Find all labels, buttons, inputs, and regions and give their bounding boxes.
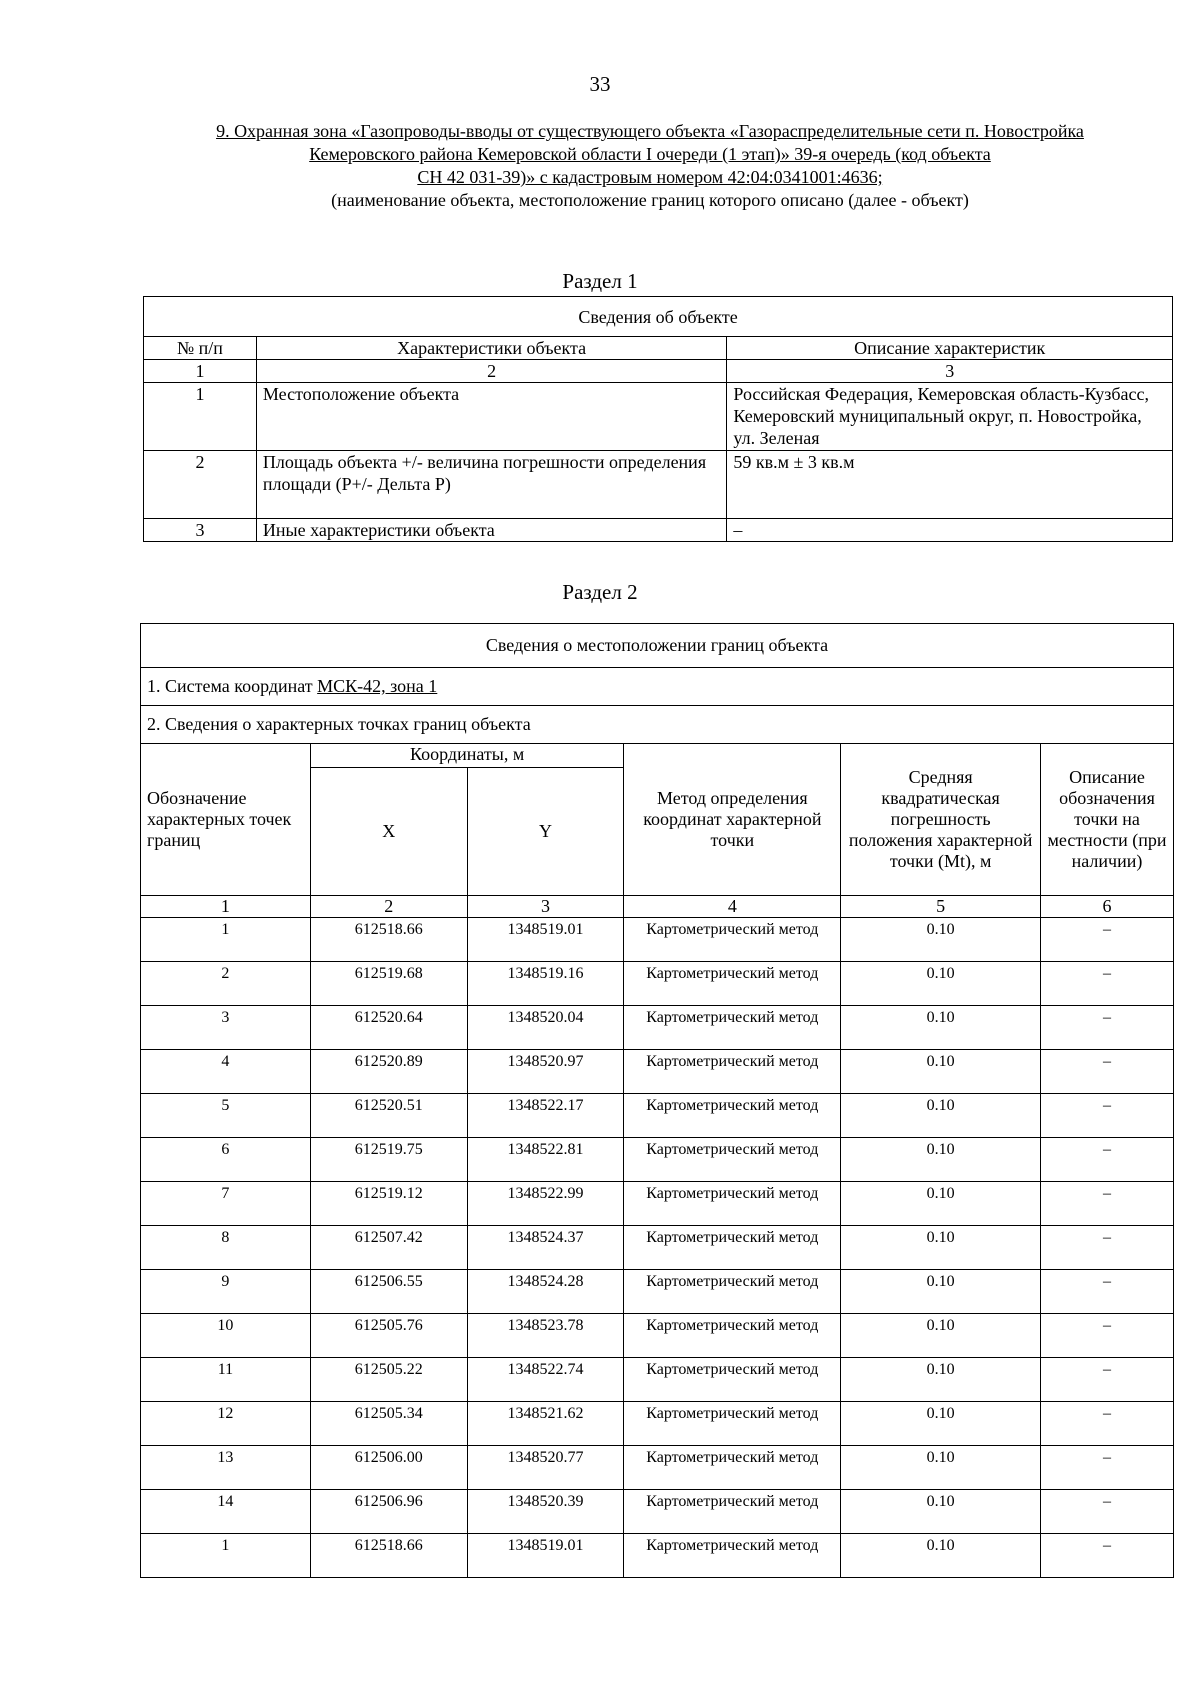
- row-number: 1: [144, 383, 257, 451]
- description-cell: –: [1041, 1182, 1174, 1226]
- characteristic-name: Площадь объекта +/- величина погрешности определения площади (Р+/- Дельта Р): [256, 451, 727, 519]
- method-cell: Картометрический метод: [624, 1094, 841, 1138]
- description-cell: –: [1041, 1270, 1174, 1314]
- header-x: X: [310, 768, 467, 896]
- column-number: 1: [141, 896, 311, 918]
- table-title: Сведения о местоположении границ объекта: [141, 624, 1174, 668]
- coordinate-x: 612505.34: [310, 1402, 467, 1446]
- point-number: 1: [141, 1534, 311, 1578]
- error-cell: 0.10: [841, 1446, 1041, 1490]
- column-number: 4: [624, 896, 841, 918]
- table-row: [141, 1270, 1174, 1314]
- table-row: [141, 1314, 1174, 1358]
- description-cell: –: [1041, 1226, 1174, 1270]
- method-cell: Картометрический метод: [624, 962, 841, 1006]
- coordinate-x: 612519.68: [310, 962, 467, 1006]
- characteristic-value: Российская Федерация, Кемеровская область-Кузбасс, Кемеровский муниципальный округ, п. Новостройка, ул. Зеленая: [727, 383, 1173, 451]
- heading-line: Кемеровского района Кемеровской области I очереди (1 этап)» 39-я очередь (код объекта: [309, 144, 991, 164]
- heading-line: СН 42 031-39)» с кадастровым номером 42:04:0341001:4636;: [417, 167, 883, 187]
- coordinate-system-label: 1. Система координат: [147, 676, 318, 696]
- heading-line: 9. Охранная зона «Газопроводы-вводы от существующего объекта «Газораспределительные сети п. Новостройка: [216, 121, 1084, 141]
- error-cell: 0.10: [841, 962, 1041, 1006]
- document-heading: [150, 120, 1150, 212]
- point-number: 1: [141, 918, 311, 962]
- coordinate-y: 1348522.17: [467, 1094, 624, 1138]
- point-number: 12: [141, 1402, 311, 1446]
- error-cell: 0.10: [841, 1270, 1041, 1314]
- coordinate-y: 1348520.39: [467, 1490, 624, 1534]
- coordinate-y: 1348520.97: [467, 1050, 624, 1094]
- description-cell: –: [1041, 1534, 1174, 1578]
- column-number: 3: [467, 896, 624, 918]
- table-row: [141, 1402, 1174, 1446]
- column-number: 6: [1041, 896, 1174, 918]
- error-cell: 0.10: [841, 1490, 1041, 1534]
- error-cell: 0.10: [841, 1402, 1041, 1446]
- error-cell: 0.10: [841, 1094, 1041, 1138]
- description-cell: –: [1041, 1006, 1174, 1050]
- header-method: Метод определения координат характерной точки: [624, 744, 841, 896]
- boundary-points-table: [140, 623, 1174, 1578]
- table-row: [141, 1006, 1174, 1050]
- point-number: 9: [141, 1270, 311, 1314]
- description-cell: –: [1041, 1490, 1174, 1534]
- error-cell: 0.10: [841, 1358, 1041, 1402]
- coordinate-y: 1348524.37: [467, 1226, 624, 1270]
- coordinate-x: 612518.66: [310, 1534, 467, 1578]
- method-cell: Картометрический метод: [624, 1402, 841, 1446]
- characteristic-value: 59 кв.м ± 3 кв.м: [727, 451, 1173, 519]
- description-cell: –: [1041, 1402, 1174, 1446]
- point-number: 10: [141, 1314, 311, 1358]
- coordinate-y: 1348522.99: [467, 1182, 624, 1226]
- method-cell: Картометрический метод: [624, 1270, 841, 1314]
- error-cell: 0.10: [841, 1534, 1041, 1578]
- description-cell: –: [1041, 1138, 1174, 1182]
- coordinate-x: 612520.51: [310, 1094, 467, 1138]
- table-row: [144, 451, 1173, 519]
- method-cell: Картометрический метод: [624, 1138, 841, 1182]
- characteristic-name: Местоположение объекта: [256, 383, 727, 451]
- point-number: 14: [141, 1490, 311, 1534]
- description-cell: –: [1041, 1446, 1174, 1490]
- coordinate-x: 612520.89: [310, 1050, 467, 1094]
- point-number: 13: [141, 1446, 311, 1490]
- section-1-title: Раздел 1: [562, 269, 638, 293]
- coordinate-y: 1348523.78: [467, 1314, 624, 1358]
- coordinate-x: 612519.75: [310, 1138, 467, 1182]
- error-cell: 0.10: [841, 1182, 1041, 1226]
- header-cell: № п/п: [144, 337, 257, 360]
- table-row: [141, 918, 1174, 962]
- coordinate-y: 1348524.28: [467, 1270, 624, 1314]
- method-cell: Картометрический метод: [624, 918, 841, 962]
- error-cell: 0.10: [841, 1226, 1041, 1270]
- coordinate-x: 612507.42: [310, 1226, 467, 1270]
- point-number: 6: [141, 1138, 311, 1182]
- heading-caption: (наименование объекта, местоположение границ которого описано (далее - объект): [331, 190, 969, 210]
- header-y: Y: [467, 768, 624, 896]
- row-number: 3: [144, 519, 257, 542]
- method-cell: Картометрический метод: [624, 1314, 841, 1358]
- coordinate-x: 612505.22: [310, 1358, 467, 1402]
- table-row: [141, 1094, 1174, 1138]
- header-description: Описание обозначения точки на местности (при наличии): [1041, 744, 1174, 896]
- table-row: [144, 383, 1173, 451]
- table-row: [141, 1446, 1174, 1490]
- characteristic-name: Иные характеристики объекта: [256, 519, 727, 542]
- coordinate-x: 612520.64: [310, 1006, 467, 1050]
- method-cell: Картометрический метод: [624, 1050, 841, 1094]
- coordinate-x: 612506.55: [310, 1270, 467, 1314]
- error-cell: 0.10: [841, 1138, 1041, 1182]
- description-cell: –: [1041, 918, 1174, 962]
- table-title: Сведения об объекте: [144, 297, 1173, 337]
- coordinate-x: 612506.96: [310, 1490, 467, 1534]
- description-cell: –: [1041, 1358, 1174, 1402]
- coordinate-y: 1348521.62: [467, 1402, 624, 1446]
- method-cell: Картометрический метод: [624, 1490, 841, 1534]
- point-number: 2: [141, 962, 311, 1006]
- column-number: 1: [144, 360, 257, 383]
- point-number: 3: [141, 1006, 311, 1050]
- column-number: 2: [310, 896, 467, 918]
- row-number: 2: [144, 451, 257, 519]
- method-cell: Картометрический метод: [624, 1534, 841, 1578]
- point-number: 4: [141, 1050, 311, 1094]
- table-row: [141, 1490, 1174, 1534]
- coordinate-x: 612518.66: [310, 918, 467, 962]
- description-cell: –: [1041, 1094, 1174, 1138]
- point-number: 7: [141, 1182, 311, 1226]
- table-row: [141, 1226, 1174, 1270]
- coordinate-y: 1348520.77: [467, 1446, 624, 1490]
- coordinate-y: 1348519.01: [467, 918, 624, 962]
- header-cell: Характеристики объекта: [256, 337, 727, 360]
- coordinate-y: 1348519.16: [467, 962, 624, 1006]
- method-cell: Картометрический метод: [624, 1006, 841, 1050]
- points-section-title: 2. Сведения о характерных точках границ объекта: [141, 706, 1174, 744]
- header-coordinates: Координаты, м: [310, 744, 624, 768]
- table-row: [141, 1050, 1174, 1094]
- coordinate-system-value: МСК-42, зона 1: [317, 676, 438, 696]
- error-cell: 0.10: [841, 1314, 1041, 1358]
- header-point: Обозначение характерных точек границ: [141, 744, 311, 896]
- coordinate-system: [141, 668, 1174, 706]
- error-cell: 0.10: [841, 918, 1041, 962]
- object-info-table: [143, 296, 1173, 542]
- point-number: 5: [141, 1094, 311, 1138]
- method-cell: Картометрический метод: [624, 1182, 841, 1226]
- section-2-title: Раздел 2: [562, 580, 638, 604]
- table-row: [141, 1534, 1174, 1578]
- point-number: 11: [141, 1358, 311, 1402]
- method-cell: Картометрический метод: [624, 1446, 841, 1490]
- header-cell: Описание характеристик: [727, 337, 1173, 360]
- coordinate-x: 612519.12: [310, 1182, 467, 1226]
- description-cell: –: [1041, 1314, 1174, 1358]
- point-number: 8: [141, 1226, 311, 1270]
- characteristic-value: –: [727, 519, 1173, 542]
- method-cell: Картометрический метод: [624, 1226, 841, 1270]
- coordinate-x: 612505.76: [310, 1314, 467, 1358]
- description-cell: –: [1041, 962, 1174, 1006]
- coordinate-y: 1348522.74: [467, 1358, 624, 1402]
- column-number: 2: [256, 360, 727, 383]
- table-row: [141, 1182, 1174, 1226]
- table-row: [144, 519, 1173, 542]
- column-number: 3: [727, 360, 1173, 383]
- error-cell: 0.10: [841, 1050, 1041, 1094]
- table-row: [141, 1138, 1174, 1182]
- coordinate-y: 1348520.04: [467, 1006, 624, 1050]
- coordinate-y: 1348522.81: [467, 1138, 624, 1182]
- coordinate-x: 612506.00: [310, 1446, 467, 1490]
- coordinate-y: 1348519.01: [467, 1534, 624, 1578]
- error-cell: 0.10: [841, 1006, 1041, 1050]
- table-row: [141, 1358, 1174, 1402]
- table-row: [141, 962, 1174, 1006]
- page-number: 33: [589, 72, 611, 96]
- method-cell: Картометрический метод: [624, 1358, 841, 1402]
- description-cell: –: [1041, 1050, 1174, 1094]
- header-error: Средняя квадратическая погрешность положения характерной точки (Мt), м: [841, 744, 1041, 896]
- column-number: 5: [841, 896, 1041, 918]
